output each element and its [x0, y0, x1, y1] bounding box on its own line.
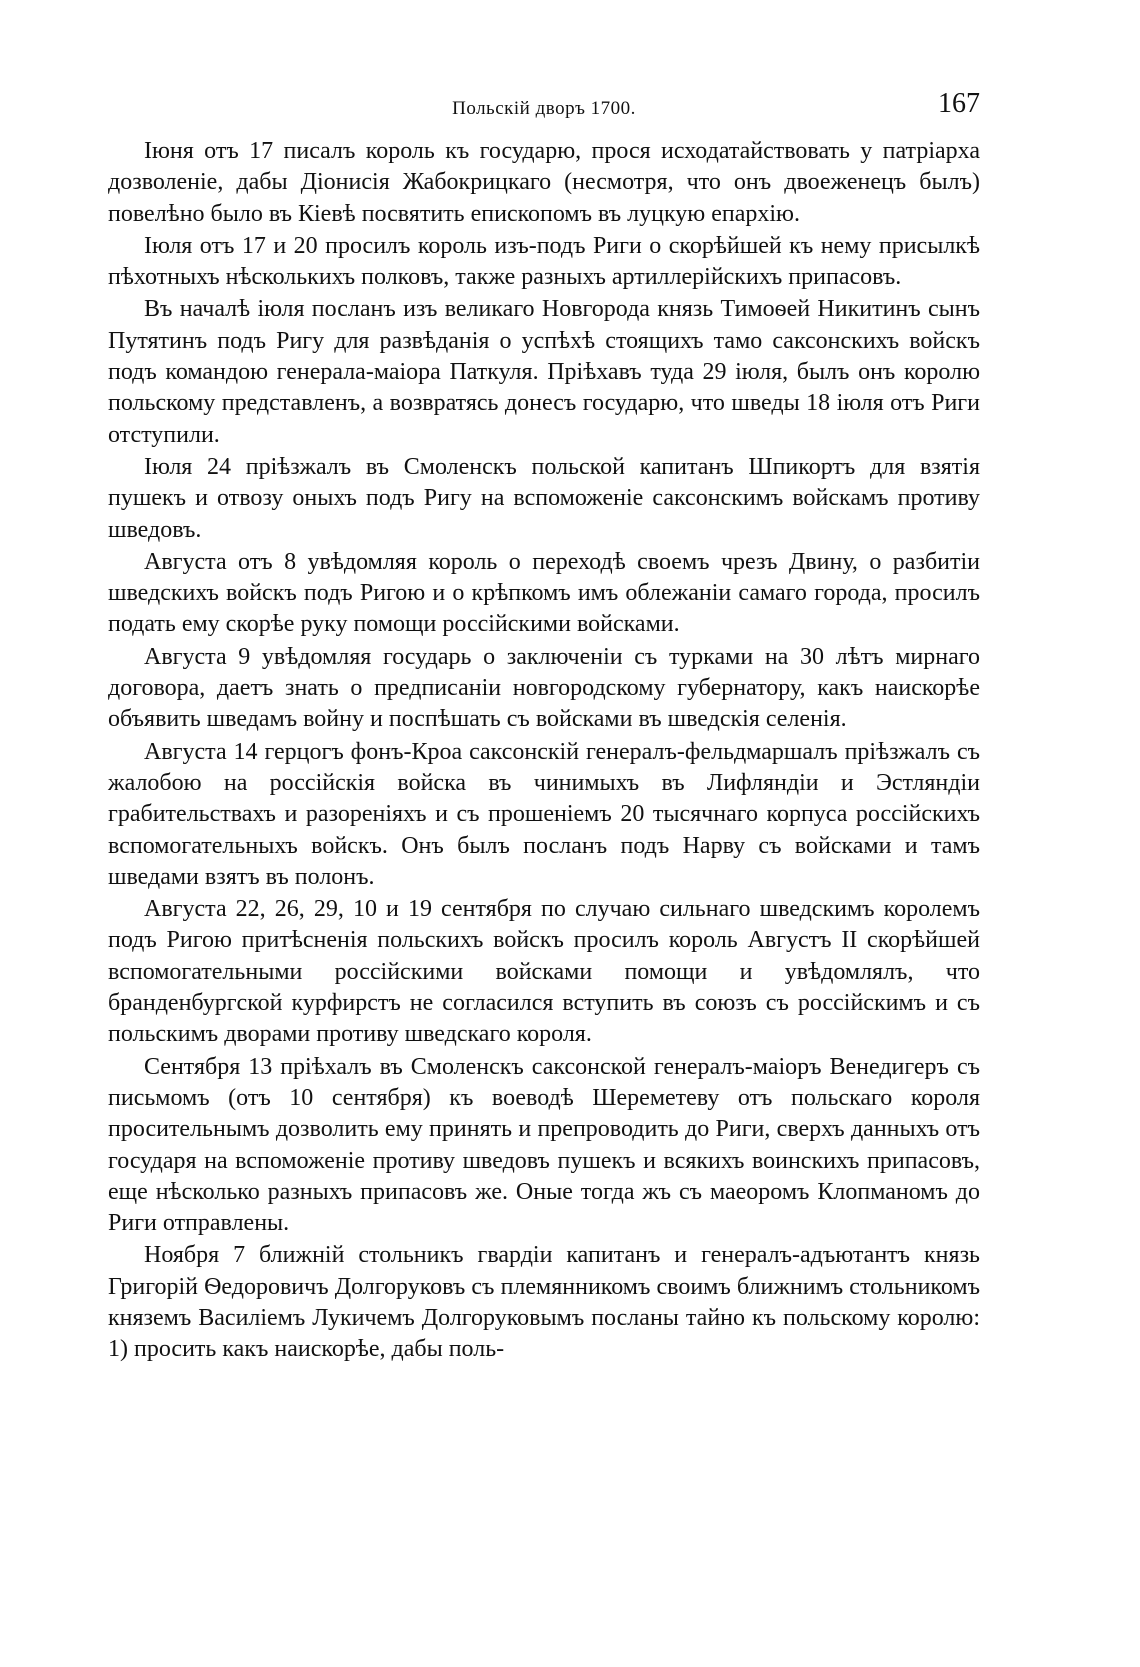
running-head: Польскій дворъ 1700. [452, 98, 636, 119]
paragraph: Іюля 24 пріѣзжалъ въ Смоленскъ польской капитанъ Шпикортъ для взятія пушекъ и отвозу оныхъ подъ Ригу на вспоможеніе саксонскимъ войскамъ противу шведовъ. [108, 453, 980, 543]
body-text [108, 136, 980, 1366]
paragraph: Іюля отъ 17 и 20 просилъ король изъ-подъ Риги о скорѣйшей къ нему присылкѣ пѣхотныхъ нѣсколькихъ полковъ, также разныхъ артиллерійскихъ припасовъ. [108, 232, 980, 291]
page-header [108, 88, 980, 128]
paragraph: Сентября 13 пріѣхалъ въ Смоленскъ саксонской генералъ-маіоръ Венедигеръ съ письмомъ (отъ 10 сентября) къ воеводѣ Шереметеву отъ польскаго короля просительнымъ дозволить ему принять и препроводить до Риги, сверхъ данныхъ отъ государя на вспоможеніе противу шведовъ пушекъ и всякихъ воинскихъ припасовъ, еще нѣсколько разныхъ припасовъ же. Оные тогда жъ съ маеоромъ Клопманомъ до Риги отправлены. [108, 1053, 980, 1237]
paragraph: Августа 22, 26, 29, 10 и 19 сентября по случаю сильнаго шведскимъ королемъ подъ Ригою притѣсненія польскихъ войскъ просилъ король Августъ II скорѣйшей вспомогательными россійскими войсками помощи и увѣдомлялъ, что бранденбургской курфирстъ не согласился вступить въ союзъ съ россійскимъ и съ польскимъ дворами противу шведскаго короля. [108, 896, 980, 1048]
paragraph: Іюня отъ 17 писалъ король къ государю, прося исходатайствовать у патріарха дозволеніе, дабы Діонисія Жабокрицкаго (несмотря, что онъ двоеженецъ былъ) повелѣно было въ Кіевѣ посвятить епископомъ въ луцкую епархію. [108, 138, 980, 227]
paragraph: Августа 9 увѣдомляя государь о заключеніи съ турками на 30 лѣтъ мирнаго договора, даетъ знать о предписаніи новгородскому губернатору, какъ наискорѣе объявить шведамъ войну и поспѣшать съ войсками въ шведскія селенія. [108, 643, 980, 733]
page-number: 167 [938, 88, 980, 119]
paragraph: Въ началѣ іюля посланъ изъ великаго Новгорода князь Тимоѳей Никитинъ сынъ Путятинъ подъ Ригу для развѣданія о успѣхѣ стоящихъ тамо саксонскихъ войскъ подъ командою генерала-маіора Паткуля. Пріѣхавъ туда 29 іюля, былъ онъ королю польскому представленъ, а возвратясь донесъ государю, что шведы 18 іюля отъ Риги отступили. [108, 296, 980, 448]
paragraph: Августа отъ 8 увѣдомляя король о переходѣ своемъ чрезъ Двину, о разбитіи шведскихъ войскъ подъ Ригою и о крѣпкомъ имъ облежаніи самаго города, просилъ подать ему скорѣе руку помощи россійскими войсками. [108, 548, 980, 638]
paragraph: Ноября 7 ближній стольникъ гвардіи капитанъ и генералъ-адъютантъ князь Григорій Ѳедоровичъ Долгоруковъ съ племянникомъ своимъ ближнимъ стольникомъ княземъ Василіемъ Лукичемъ Долгоруковымъ посланы тайно къ польскому королю: 1) просить какъ наискорѣе, дабы поль- [108, 1242, 980, 1363]
paragraph: Августа 14 герцогъ фонъ-Кроа саксонскій генералъ-фельдмаршалъ пріѣзжалъ съ жалобою на россійскія войска въ чинимыхъ въ Лифляндіи и Эстляндіи грабительствахъ и разореніяхъ и съ прошеніемъ 20 тысячнаго корпуса россійскихъ вспомогательныхъ войскъ. Онъ былъ посланъ подъ Нарву съ войсками и тамъ шведами взятъ въ полонъ. [108, 738, 980, 890]
